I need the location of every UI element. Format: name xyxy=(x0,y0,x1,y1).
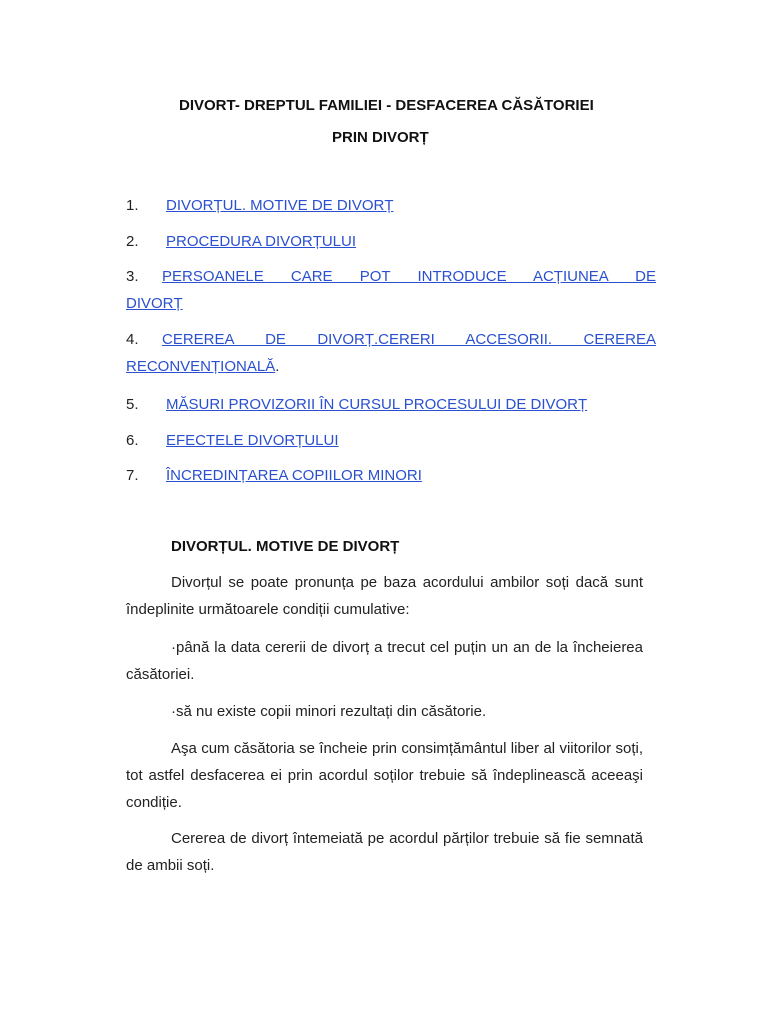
toc-suffix: . xyxy=(275,358,280,375)
toc-link-masuri-provizorii[interactable]: MĂSURI PROVIZORII ÎN CURSUL PROCESULUI DE DIVORȚ xyxy=(166,396,588,413)
toc-number: 6. xyxy=(126,432,139,449)
toc-link-incredintarea[interactable]: ÎNCREDINȚAREA COPIILOR MINORI xyxy=(166,467,422,484)
section-heading: DIVORȚUL. MOTIVE DE DIVORȚ xyxy=(171,538,400,555)
document-title-line-1: DIVORT- DREPTUL FAMILIEI - DESFACEREA CĂSĂTORIEI xyxy=(179,97,594,114)
paragraph xyxy=(126,735,643,816)
toc-link-persoanele-continued[interactable]: DIVORȚ xyxy=(126,295,183,312)
toc-item xyxy=(126,427,656,454)
paragraph-text: ·până la data cererii de divorț a trecut cel puțin un an de la încheierea căsătoriei. xyxy=(126,639,643,683)
paragraph xyxy=(126,634,643,688)
toc-item xyxy=(126,228,656,255)
paragraph-text: Aşa cum căsătoria se încheie prin consimțământul liber al viitorilor soți, tot astfel desfacerea ei prin acordul soților trebuie să îndeplinească aceeaşi condiție. xyxy=(126,740,643,811)
toc-link-motive-divort[interactable]: DIVORȚUL. MOTIVE DE DIVORȚ xyxy=(166,197,394,214)
toc-item xyxy=(126,192,656,219)
toc-number: 3. xyxy=(126,268,139,285)
toc-number: 2. xyxy=(126,233,139,250)
document-title-line-2: PRIN DIVORȚ xyxy=(332,129,429,146)
toc-link-efectele[interactable]: EFECTELE DIVORȚULUI xyxy=(166,432,339,449)
toc-item xyxy=(126,462,656,489)
toc-item xyxy=(126,263,656,317)
toc-number: 1. xyxy=(126,197,139,214)
paragraph xyxy=(126,825,643,879)
paragraph xyxy=(126,569,643,623)
paragraph-text: Cererea de divorț întemeiată pe acordul părților trebuie să fie semnată de ambii soți. xyxy=(126,830,643,874)
toc-number: 4. xyxy=(126,331,139,348)
toc-link-procedura[interactable]: PROCEDURA DIVORȚULUI xyxy=(166,233,357,250)
toc-link-cererea[interactable]: CEREREA DE DIVORȚ.CERERI ACCESORII. CEREREA xyxy=(162,331,656,348)
paragraph xyxy=(126,698,643,725)
toc-number: 5. xyxy=(126,396,139,413)
toc-link-persoanele[interactable]: PERSOANELE CARE POT INTRODUCE ACȚIUNEA DE xyxy=(162,268,656,285)
toc-item xyxy=(126,391,656,418)
paragraph-text: ·să nu existe copii minori rezultați din căsătorie. xyxy=(171,703,487,720)
toc-link-cererea-continued[interactable]: RECONVENȚIONALĂ xyxy=(126,358,276,375)
toc-item xyxy=(126,326,656,380)
toc-number: 7. xyxy=(126,467,139,484)
paragraph-text: Divorțul se poate pronunța pe baza acordului ambilor soți dacă sunt îndeplinite următoarele condiții cumulative: xyxy=(126,574,643,618)
